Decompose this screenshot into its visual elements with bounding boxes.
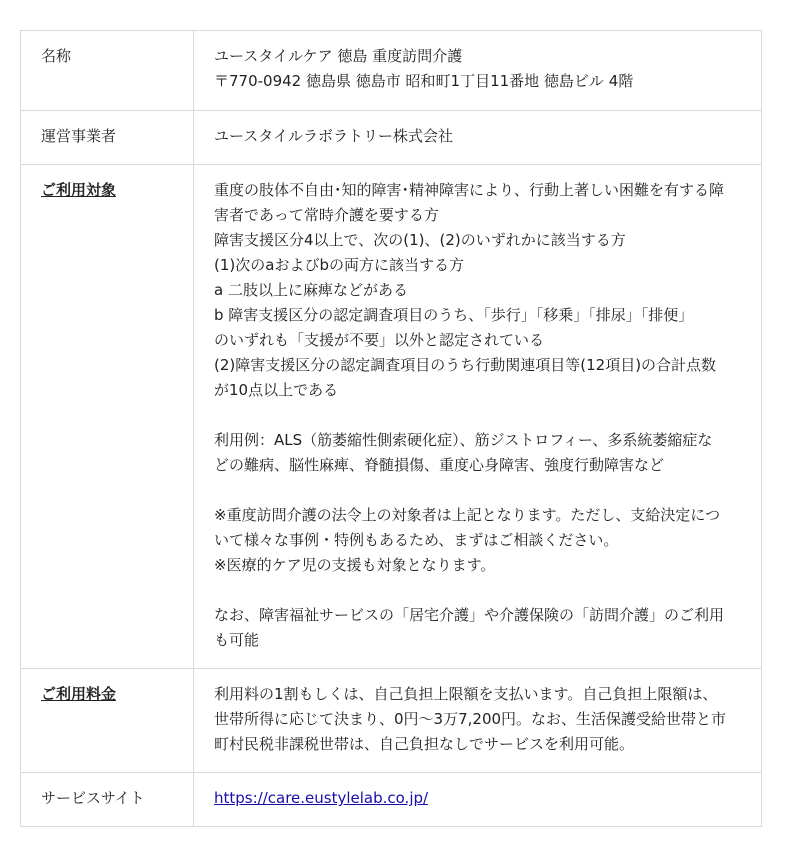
value-service-site: [194, 773, 762, 827]
examples-line: 利用例：ALS（筋萎縮性側索硬化症）、筋ジストロフィー、多系統萎縮症な: [214, 431, 713, 449]
paragraph-gap: [214, 578, 741, 603]
value-name: [194, 31, 762, 111]
row-name: [21, 31, 762, 111]
eligibility-line: a 二肢以上に麻痺などがある: [214, 281, 408, 299]
eligibility-line: b 障害支援区分の認定調査項目のうち、「歩行」「移乗」「排尿」「排便」: [214, 306, 694, 324]
label-operator: 運営事業者: [21, 111, 194, 165]
label-eligibility-text: ご利用対象: [41, 181, 117, 199]
service-site-link[interactable]: https://care.eustylelab.co.jp/: [214, 789, 429, 807]
eligibility-line: 重度の肢体不自由･知的障害･精神障害により、行動上著しい困難を有する障: [214, 181, 725, 199]
row-operator: [21, 111, 762, 165]
paragraph-gap: [214, 478, 741, 503]
eligibility-line: (1)次のaおよびbの両方に該当する方: [214, 256, 464, 274]
label-name: 名称: [21, 31, 194, 111]
eligibility-line: のいずれも「支援が不要」以外と認定されている: [214, 331, 545, 349]
eligibility-line: が10点以上である: [214, 381, 339, 399]
note-line: ※重度訪問介護の法令上の対象者は上記となります。ただし、支給決定につ: [214, 506, 721, 524]
row-fee: [21, 669, 762, 773]
label-fee: [21, 669, 194, 773]
also-line: なお、障害福祉サービスの「居宅介護」や介護保険の「訪問介護」のご利用: [214, 606, 725, 624]
row-service-site: [21, 773, 762, 827]
value-eligibility: [194, 165, 762, 669]
label-eligibility: [21, 165, 194, 669]
facility-info-table: [20, 30, 762, 827]
label-service-site: サービスサイト: [21, 773, 194, 827]
row-eligibility: [21, 165, 762, 669]
also-line: も可能: [214, 631, 260, 649]
eligibility-line: 障害支援区分4以上で、次の(1)、(2)のいずれかに該当する方: [214, 231, 626, 249]
label-fee-text: ご利用料金: [41, 685, 117, 703]
value-fee: [194, 669, 762, 773]
fee-line: 町村民税非課税世帯は、自己負担なしでサービスを利用可能。: [214, 735, 635, 753]
paragraph-gap: [214, 403, 741, 428]
eligibility-line: 害者であって常時介護を要する方: [214, 206, 439, 224]
value-operator: ユースタイルラボラトリー株式会社: [194, 111, 762, 165]
note-line: ※医療的ケア児の支援も対象となります。: [214, 556, 496, 574]
examples-line: どの難病、脳性麻痺、脊髄損傷、重度心身障害、強度行動障害など: [214, 456, 665, 474]
note-line: いて様々な事例・特例もあるため、まずはご相談ください。: [214, 531, 619, 549]
fee-line: 利用料の1割もしくは、自己負担上限額を支払います。自己負担上限額は、: [214, 685, 718, 703]
facility-address: 〒770-0942 徳島県 徳島市 昭和町1丁目11番地 徳島ビル 4階: [214, 72, 634, 90]
facility-name: ユースタイルケア 徳島 重度訪問介護: [214, 47, 463, 65]
eligibility-line: (2)障害支援区分の認定調査項目のうち行動関連項目等(12項目)の合計点数: [214, 356, 717, 374]
fee-line: 世帯所得に応じて決まり、0円〜3万7,200円。なお、生活保護受給世帯と市: [214, 710, 727, 728]
